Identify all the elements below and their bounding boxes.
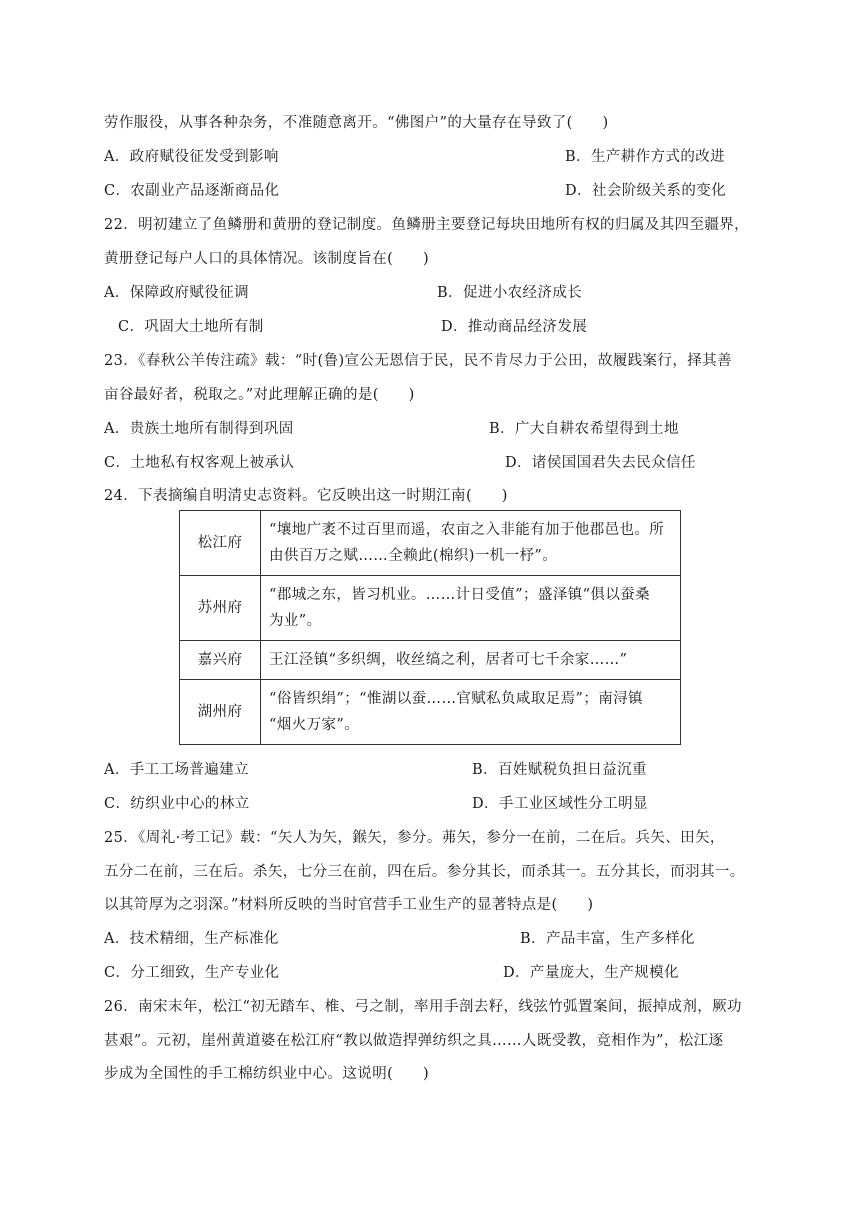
q23-stem-line-1: 23．《春秋公羊传注疏》载：“时(鲁)宣公无恩信于民，民不肯尽力于公田，故履践案行，择其善 [104,353,732,369]
table-cell-quote [261,641,681,680]
quote-line: “郡城之东，皆习机业。……计日受值”；盛泽镇“俱以蚕桑 [269,587,651,603]
quote-line: 由供百万之赋……全赖此(棉织)一机一杼”。 [269,548,558,564]
table-cell-region: 苏州府 [180,576,261,641]
table-row [180,576,681,641]
table-cell-region: 松江府 [180,511,261,576]
q25-stem-line-1: 25．《周礼·考工记》载：“矢人为矢，鍭矢，参分。茀矢，参分一在前，二在后。兵矢、田矢， [104,830,725,846]
q25-option-d[interactable]: D．产量庞大，生产规模化 [503,965,679,981]
q24-option-c[interactable]: C．纺织业中心的林立 [104,796,250,812]
table-row [180,511,681,576]
q26-stem-line-3: 步成为全国性的手工棉纺织业中心。这说明( ) [104,1066,430,1082]
q24-source-table [179,510,681,745]
table-cell-region: 嘉兴府 [180,641,261,680]
q22-stem-line-1: 22．明初建立了鱼鳞册和黄册的登记制度。鱼鳞册主要登记每块田地所有权的归属及其四至疆界， [104,217,750,233]
quote-line: 王江泾镇“多织绸，收丝缟之利，居者可七千余家……” [269,652,628,668]
quote-line: “烟火万家”。 [269,717,360,733]
q22-option-d[interactable]: D．推动商品经济发展 [441,319,588,335]
q22-option-b[interactable]: B．促进小农经济成长 [437,285,583,301]
q26-stem-line-2: 甚艰”。元初，崖州黄道婆在松江府“教以做造捍弹纺织之具……人既受教，竞相作为”，松江逐 [104,1033,724,1049]
table-cell-region: 湖州府 [180,680,261,745]
table-row [180,641,681,680]
q24-option-d[interactable]: D．手工业区域性分工明显 [472,796,648,812]
q21-option-b[interactable]: B．生产耕作方式的改进 [565,149,726,165]
table-cell-quote [261,576,681,641]
q22-option-a[interactable]: A．保障政府赋役征调 [104,285,249,301]
quote-line: 为业”。 [269,613,322,629]
q21-text-line: 劳作服役，从事各种杂务，不准随意离开。“佛图户”的大量存在导致了( ) [104,115,609,131]
q24-option-a[interactable]: A．手工工场普遍建立 [104,762,249,778]
q22-option-c[interactable]: C．巩固大土地所有制 [118,319,264,335]
table-cell-quote [261,511,681,576]
quote-line: “壤地广袤不过百里而遥，农亩之入非能有加于他郡邑也。所 [269,522,665,538]
q25-option-c[interactable]: C．分工细致，生产专业化 [104,965,280,981]
q26-stem-line-1: 26．南宋末年，松江“初无踏车、椎、弓之制，率用手剖去籽，线弦竹弧置案间，振掉成剂，厥功 [104,999,742,1015]
q22-stem-line-2: 黄册登记每户人口的具体情况。该制度旨在( ) [104,251,430,267]
q21-option-d[interactable]: D．社会阶级关系的变化 [565,183,727,199]
q25-stem-line-3: 以其笴厚为之羽深。”材料所反映的当时官营手工业生产的显著特点是( ) [104,897,594,913]
q24-option-b[interactable]: B．百姓赋税负担日益沉重 [472,762,647,778]
table-row [180,680,681,745]
q25-option-b[interactable]: B．产品丰富，生产多样化 [520,931,695,947]
q23-stem-line-2: 亩谷最好者，税取之。”对此理解正确的是( ) [104,387,415,403]
q23-option-c[interactable]: C．土地私有权客观上被承认 [104,455,295,471]
q25-stem-line-2: 五分二在前，三在后。杀矢，七分三在前，四在后。参分其长，而杀其一。五分其长，而羽其一。 [104,864,745,880]
q23-option-b[interactable]: B．广大自耕农希望得到土地 [489,421,679,437]
q23-option-a[interactable]: A．贵族土地所有制得到巩固 [104,421,294,437]
q23-option-d[interactable]: D．诸侯国国君失去民众信任 [505,455,696,471]
q24-stem-line-1: 24．下表摘编自明清史志资料。它反映出这一时期江南( ) [104,488,508,504]
q21-option-a[interactable]: A．政府赋役征发受到影响 [104,149,279,165]
quote-line: “俗皆织绢”；“惟湖以蚕……官赋私负咸取足焉”；南浔镇 [269,691,643,707]
q25-option-a[interactable]: A．技术精细，生产标准化 [104,931,279,947]
q21-option-c[interactable]: C．农副业产品逐渐商品化 [104,183,280,199]
table-cell-quote [261,680,681,745]
